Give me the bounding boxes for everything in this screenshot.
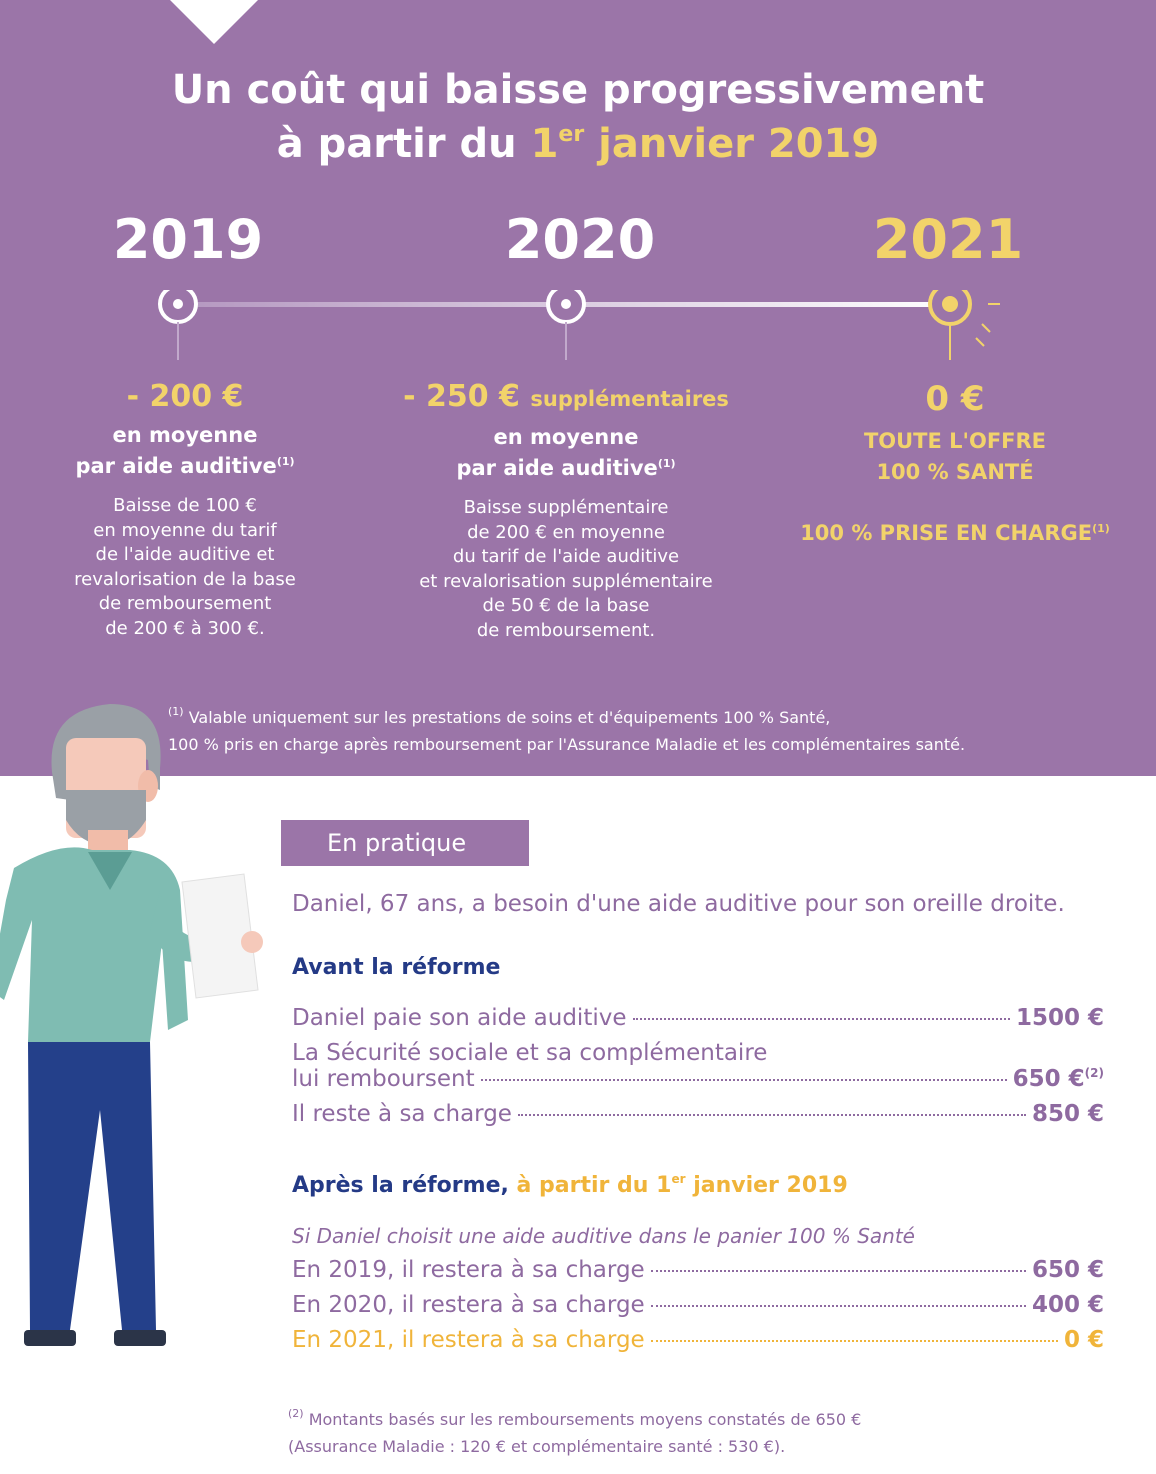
notch-decoration: [170, 0, 258, 44]
subtitle-2020-line2: par aide auditive$^{(1)}$: [456, 456, 676, 480]
description-2019: Baisse de 100 € en moyenne du tarif de l'aide auditive et revalorisation de la base de remboursement de 200 € à 300 €.: [74, 495, 296, 639]
amount-2020: - 250 € supplémentaires: [403, 379, 729, 414]
timeline-marker-2021: [930, 290, 1000, 360]
subtitle-2019-line1: en moyenne: [112, 423, 258, 447]
caps-line-1: TOUTE L'OFFRE: [863, 429, 1047, 453]
heading-avant: Avant la réforme: [292, 955, 501, 980]
footnote-1: $^{(1)}$ Valable uniquement sur les prestations de soins et d'équipements 100 % Santé, 100 % pris en charge après remboursement par l'Assurance Maladie et les complémentaires santé.: [168, 705, 966, 754]
year-2019: 2019: [112, 208, 264, 271]
year-2021: 2021: [872, 208, 1024, 271]
timeline-graphic: [0, 290, 1156, 370]
apres-row-2019: En 2019, il restera à sa charge 650 €: [292, 1257, 1104, 1283]
title-line-2: à partir du 1er janvier 2019: [276, 121, 880, 167]
description-2020: Baisse supplémentaire de 200 € en moyenne du tarif de l'aide auditive et revalorisation supplémentaire de 50 € de la base de remboursement.: [419, 497, 713, 641]
avant-row-3: Il reste à sa charge 850 €: [292, 1101, 1104, 1127]
apres-intro: Si Daniel choisit une aide auditive dans le panier 100 % Santé: [292, 1224, 915, 1248]
apres-row-2020: En 2020, il restera à sa charge 400 €: [292, 1292, 1104, 1318]
avant-row-1: Daniel paie son aide auditive 1500 €: [292, 1005, 1104, 1031]
title-line-1: Un coût qui baisse progressivement: [171, 67, 985, 113]
person-illustration: [0, 690, 280, 1390]
amount-2021: 0 €: [925, 379, 985, 419]
apres-row-2021: En 2021, il restera à sa charge 0 €: [292, 1327, 1104, 1353]
avant-row-2-line1: La Sécurité sociale et sa complémentaire: [292, 1040, 768, 1066]
column-2019: [40, 378, 330, 642]
year-2020: 2020: [504, 208, 656, 271]
timeline-marker-2019: [160, 290, 196, 360]
column-2021: [790, 378, 1120, 549]
heading-apres: Après la réforme, à partir du 1er janvier 2019: [292, 1172, 848, 1198]
footnote-2: $^{(2)}$ Montants basés sur les remboursements moyens constatés de 650 € (Assurance Maladie : 120 € et complémentaire santé : 530 €).: [288, 1407, 862, 1456]
column-2020: [386, 378, 746, 644]
section-tag-en-pratique: En pratique: [281, 820, 529, 866]
amount-2019: - 200 €: [126, 379, 244, 414]
caps-line-3: 100 % PRISE EN CHARGE$^{(1)}$: [800, 521, 1110, 545]
subtitle-2019-line2: par aide auditive$^{(1)}$: [75, 454, 295, 478]
caps-line-2: 100 % SANTÉ: [876, 460, 1034, 484]
subtitle-2020-line1: en moyenne: [493, 425, 639, 449]
avant-row-2: lui remboursent 650 €$^{(2)}$: [292, 1066, 1104, 1092]
timeline-marker-2020: [548, 290, 584, 360]
intro-text: Daniel, 67 ans, a besoin d'une aide auditive pour son oreille droite.: [292, 891, 1065, 917]
